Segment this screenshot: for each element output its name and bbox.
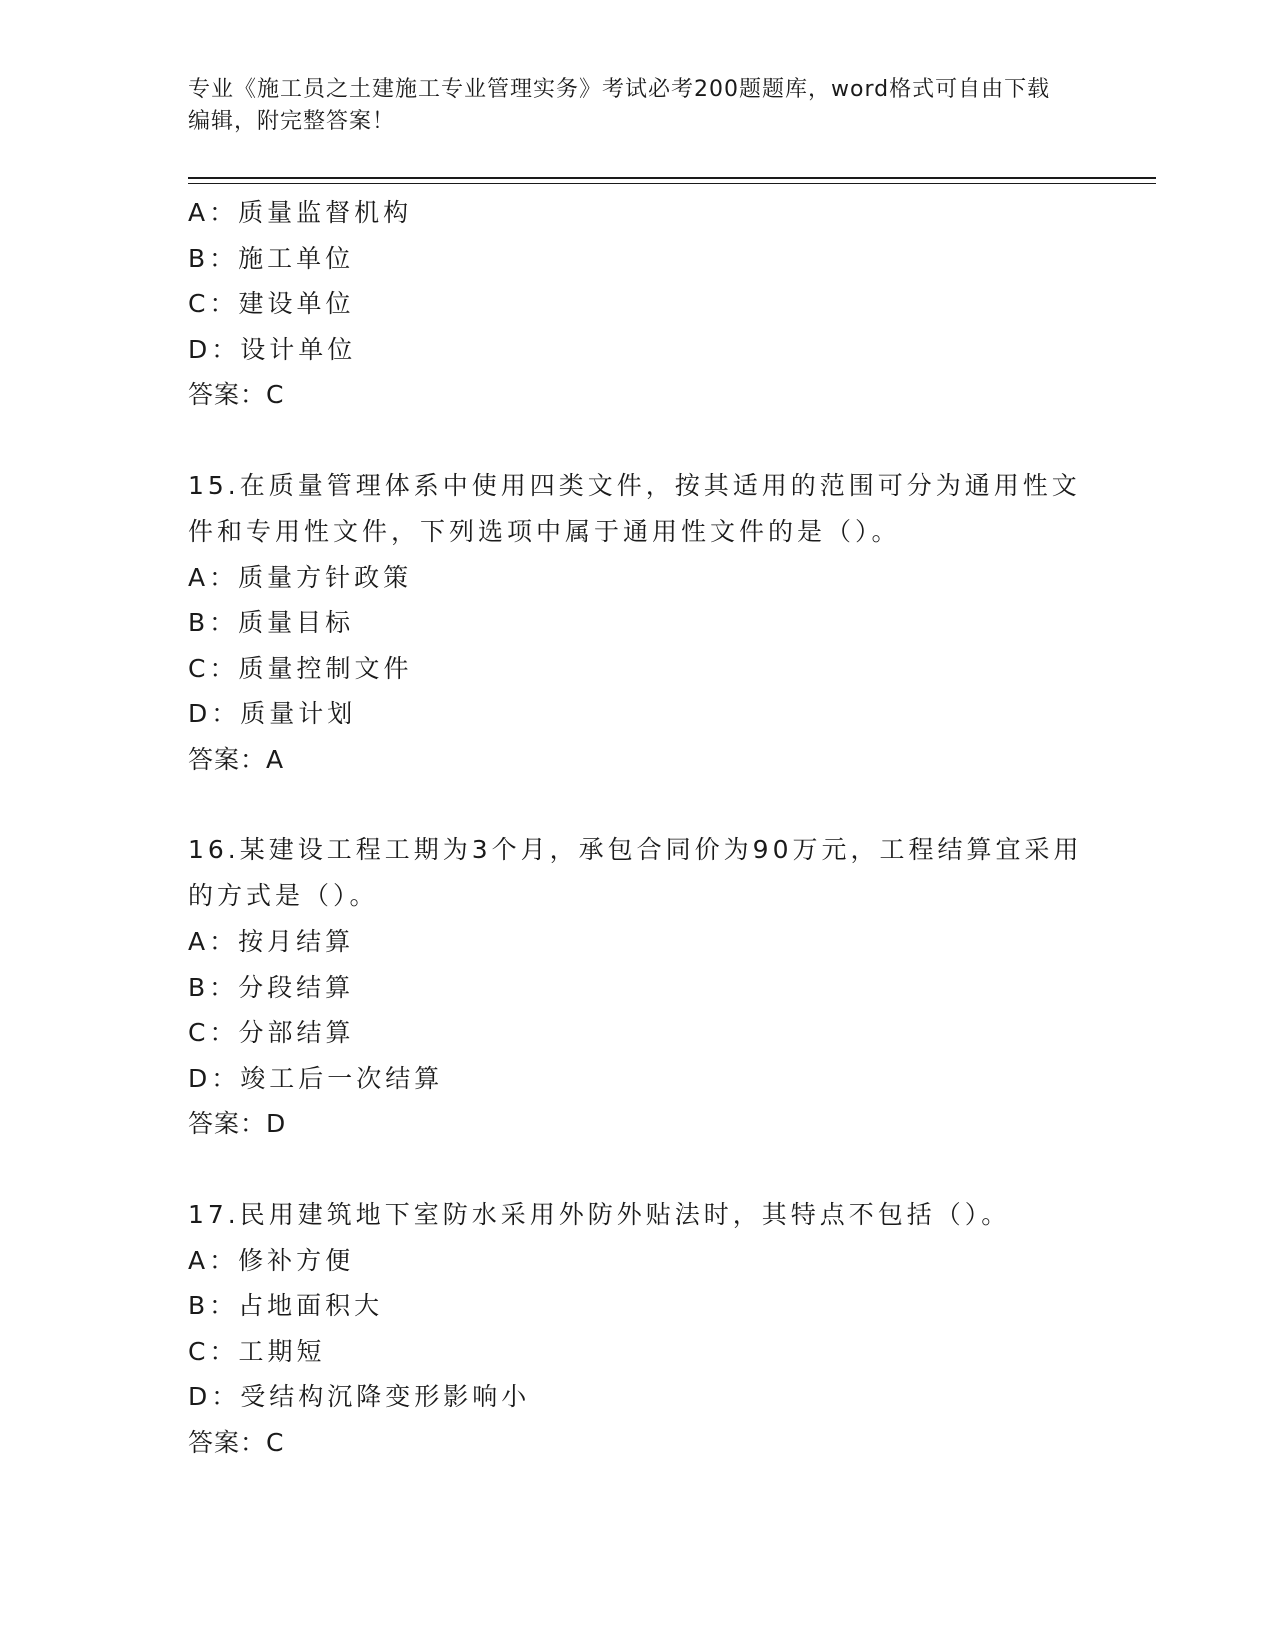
option-b: B：施工单位 [188,243,355,273]
header-rule-thin [188,183,1156,184]
question-block [188,463,1088,783]
question-block [188,1192,1088,1466]
question-block [188,190,1088,418]
question-text: 15.在质量管理体系中使用四类文件，按其适用的范围可分为通用性文件和专用性文件，下列选项中属于通用性文件的是（）。 [188,470,1081,546]
answer: 答案：C [188,380,285,409]
option-a: A：修补方便 [188,1245,355,1275]
option-b: B：分段结算 [188,972,355,1002]
option-c: C：质量控制文件 [188,653,413,683]
question-list [188,190,1088,1510]
option-b: B：质量目标 [188,608,355,637]
document-header: 专业《施工员之土建施工专业管理实务》考试必考200题题库，word格式可自由下载编辑，附完整答案！ [188,77,1051,134]
answer: 答案：A [188,744,285,774]
header-rule-thick [188,177,1156,179]
question-text: 16.某建设工程工期为3个月，承包合同价为90万元，工程结算宜采用的方式是（）。 [188,835,1083,910]
option-d: D：竣工后一次结算 [188,1063,444,1093]
option-d: D：设计单位 [188,334,357,364]
option-c: C：分部结算 [188,1018,355,1047]
answer: 答案：C [188,1427,285,1457]
option-a: A：质量监督机构 [188,198,413,227]
option-b: B：占地面积大 [188,1291,384,1320]
option-c: C：工期短 [188,1336,326,1366]
answer: 答案：D [188,1109,287,1138]
option-d: D：受结构沉降变形影响小 [188,1382,531,1411]
option-a: A：质量方针政策 [188,562,413,592]
question-block [188,827,1088,1147]
option-c: C：建设单位 [188,289,355,318]
option-d: D：质量计划 [188,699,357,728]
question-text: 17.民用建筑地下室防水采用外防外贴法时，其特点不包括（）。 [188,1199,1011,1229]
option-a: A：按月结算 [188,927,355,956]
